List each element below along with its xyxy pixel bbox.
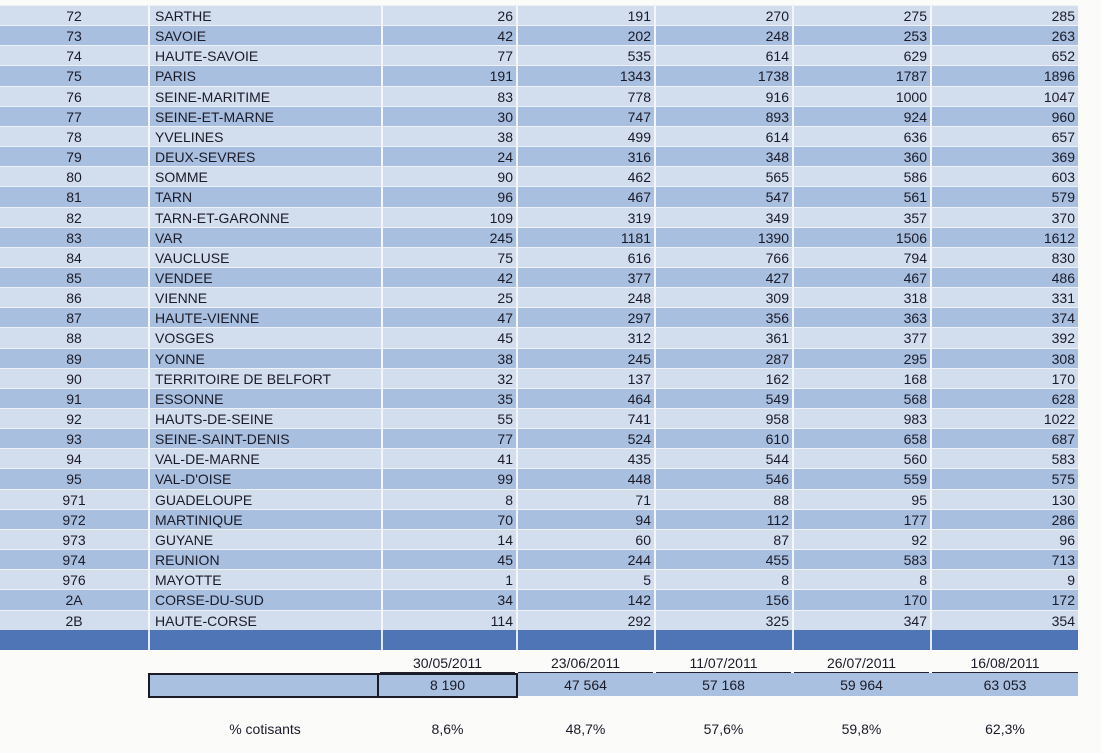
count-cell: 162 — [654, 369, 792, 389]
count-cell: 263 — [930, 26, 1078, 46]
count-cell: 575 — [930, 469, 1078, 489]
count-cell: 610 — [654, 429, 792, 449]
table-row — [0, 186, 1078, 207]
count-cell: 377 — [516, 268, 654, 288]
count-cell: 360 — [792, 147, 930, 167]
count-cell: 586 — [792, 167, 930, 187]
department-code: 80 — [0, 167, 148, 187]
count-cell: 1181 — [516, 228, 654, 248]
count-cell: 1896 — [930, 66, 1078, 86]
department-code: 72 — [0, 6, 148, 26]
table-row — [0, 287, 1078, 308]
count-cell: 464 — [516, 389, 654, 409]
department-name: CORSE-DU-SUD — [148, 590, 381, 610]
table-row — [0, 247, 1078, 268]
count-cell: 325 — [654, 611, 792, 631]
count-cell: 45 — [381, 550, 516, 570]
department-name: VENDEE — [148, 268, 381, 288]
count-cell: 583 — [792, 550, 930, 570]
count-cell: 8 — [381, 490, 516, 510]
table-row — [0, 589, 1078, 610]
count-cell: 1738 — [654, 66, 792, 86]
count-cell: 499 — [516, 127, 654, 147]
percent-value: 59,8% — [841, 721, 882, 737]
count-cell: 614 — [654, 46, 792, 66]
count-cell: 583 — [930, 449, 1078, 469]
count-cell: 427 — [654, 268, 792, 288]
count-cell: 270 — [654, 6, 792, 26]
count-cell: 42 — [381, 26, 516, 46]
count-cell: 90 — [381, 167, 516, 187]
count-cell: 24 — [381, 147, 516, 167]
count-cell: 983 — [792, 409, 930, 429]
count-cell: 87 — [654, 530, 792, 550]
count-cell: 924 — [792, 107, 930, 127]
count-cell: 1612 — [930, 228, 1078, 248]
percent-label: % cotisants — [229, 721, 301, 737]
department-name: VAL-DE-MARNE — [148, 449, 381, 469]
count-cell: 245 — [516, 349, 654, 369]
department-name: HAUTE-SAVOIE — [148, 46, 381, 66]
department-name: VIENNE — [148, 288, 381, 308]
count-cell: 30 — [381, 107, 516, 127]
department-code: 88 — [0, 328, 148, 348]
count-cell: 462 — [516, 167, 654, 187]
department-name: VAR — [148, 228, 381, 248]
department-code: 75 — [0, 66, 148, 86]
count-cell: 137 — [516, 369, 654, 389]
date-header: 16/08/2011 — [932, 654, 1078, 673]
count-cell: 374 — [930, 308, 1078, 328]
total-value: 47 564 — [564, 677, 607, 693]
count-cell: 77 — [381, 429, 516, 449]
count-cell: 9 — [930, 570, 1078, 590]
count-cell: 524 — [516, 429, 654, 449]
count-cell: 244 — [516, 550, 654, 570]
department-code: 971 — [0, 490, 148, 510]
table-row — [0, 207, 1078, 228]
department-name: GUADELOUPE — [148, 490, 381, 510]
count-cell: 448 — [516, 469, 654, 489]
total-value: 59 964 — [840, 677, 883, 693]
count-cell: 1047 — [930, 87, 1078, 107]
table-row — [0, 489, 1078, 510]
count-cell: 156 — [654, 590, 792, 610]
count-cell: 347 — [792, 611, 930, 631]
count-cell: 60 — [516, 530, 654, 550]
department-code: 972 — [0, 510, 148, 530]
total-value: 8 190 — [429, 677, 466, 693]
count-cell: 363 — [792, 308, 930, 328]
department-name: SEINE-MARITIME — [148, 87, 381, 107]
count-cell: 392 — [930, 328, 1078, 348]
department-code: 76 — [0, 87, 148, 107]
department-name: SOMME — [148, 167, 381, 187]
count-cell: 94 — [516, 510, 654, 530]
count-cell: 657 — [930, 127, 1078, 147]
table-row — [0, 327, 1078, 348]
count-cell: 71 — [516, 490, 654, 510]
department-code: 81 — [0, 187, 148, 207]
department-name: SAVOIE — [148, 26, 381, 46]
department-code: 93 — [0, 429, 148, 449]
table-row — [0, 106, 1078, 127]
table-row — [0, 610, 1078, 631]
department-code: 973 — [0, 530, 148, 550]
table-row — [0, 348, 1078, 369]
table-row — [0, 166, 1078, 187]
count-cell: 318 — [792, 288, 930, 308]
department-code: 74 — [0, 46, 148, 66]
count-cell: 546 — [654, 469, 792, 489]
count-cell: 26 — [381, 6, 516, 26]
department-code: 90 — [0, 369, 148, 389]
count-cell: 1 — [381, 570, 516, 590]
count-cell: 316 — [516, 147, 654, 167]
count-cell: 794 — [792, 248, 930, 268]
count-cell: 319 — [516, 208, 654, 228]
count-cell: 96 — [930, 530, 1078, 550]
department-code: 86 — [0, 288, 148, 308]
count-cell: 741 — [516, 409, 654, 429]
count-cell: 109 — [381, 208, 516, 228]
count-cell: 713 — [930, 550, 1078, 570]
count-cell: 297 — [516, 308, 654, 328]
table-row — [0, 227, 1078, 248]
count-cell: 547 — [654, 187, 792, 207]
count-cell: 34 — [381, 590, 516, 610]
count-cell: 614 — [654, 127, 792, 147]
department-name: PARIS — [148, 66, 381, 86]
table-row — [0, 509, 1078, 530]
count-cell: 38 — [381, 127, 516, 147]
table-row — [0, 448, 1078, 469]
table-row — [0, 388, 1078, 409]
count-cell: 32 — [381, 369, 516, 389]
department-name: YONNE — [148, 349, 381, 369]
table-row — [0, 146, 1078, 167]
count-cell: 35 — [381, 389, 516, 409]
count-cell: 1022 — [930, 409, 1078, 429]
count-cell: 295 — [792, 349, 930, 369]
count-cell: 467 — [516, 187, 654, 207]
table-row — [0, 25, 1078, 46]
count-cell: 309 — [654, 288, 792, 308]
department-code: 92 — [0, 409, 148, 429]
department-name: TARN-ET-GARONNE — [148, 208, 381, 228]
department-code: 974 — [0, 550, 148, 570]
date-header: 11/07/2011 — [656, 654, 791, 673]
department-code: 91 — [0, 389, 148, 409]
count-cell: 616 — [516, 248, 654, 268]
count-cell: 467 — [792, 268, 930, 288]
count-cell: 369 — [930, 147, 1078, 167]
count-cell: 285 — [930, 6, 1078, 26]
total-value: 63 053 — [983, 677, 1027, 693]
table-row — [0, 408, 1078, 429]
count-cell: 75 — [381, 248, 516, 268]
department-name: ESSONNE — [148, 389, 381, 409]
count-cell: 248 — [516, 288, 654, 308]
table-row — [0, 468, 1078, 489]
count-cell: 652 — [930, 46, 1078, 66]
department-name: YVELINES — [148, 127, 381, 147]
department-code: 82 — [0, 208, 148, 228]
count-cell: 8 — [792, 570, 930, 590]
table-row — [0, 307, 1078, 328]
percent-value: 8,6% — [431, 721, 464, 737]
count-cell: 455 — [654, 550, 792, 570]
count-cell: 88 — [654, 490, 792, 510]
table-row — [0, 569, 1078, 590]
count-cell: 544 — [654, 449, 792, 469]
department-name: HAUTE-VIENNE — [148, 308, 381, 328]
count-cell: 177 — [792, 510, 930, 530]
count-cell: 377 — [792, 328, 930, 348]
table-row — [0, 5, 1078, 26]
table-row — [0, 428, 1078, 449]
count-cell: 1506 — [792, 228, 930, 248]
department-name: VAL-D'OISE — [148, 469, 381, 489]
count-cell: 191 — [381, 66, 516, 86]
count-cell: 248 — [654, 26, 792, 46]
count-cell: 1390 — [654, 228, 792, 248]
count-cell: 8 — [654, 570, 792, 590]
department-name: DEUX-SEVRES — [148, 147, 381, 167]
date-header: 23/06/2011 — [518, 654, 653, 673]
count-cell: 42 — [381, 268, 516, 288]
count-cell: 486 — [930, 268, 1078, 288]
total-value: 57 168 — [702, 677, 745, 693]
count-cell: 561 — [792, 187, 930, 207]
table-row — [0, 549, 1078, 570]
count-cell: 45 — [381, 328, 516, 348]
count-cell: 628 — [930, 389, 1078, 409]
count-cell: 38 — [381, 349, 516, 369]
department-code: 77 — [0, 107, 148, 127]
count-cell: 565 — [654, 167, 792, 187]
percent-value: 57,6% — [703, 721, 744, 737]
department-name: SEINE-SAINT-DENIS — [148, 429, 381, 449]
table-row — [0, 368, 1078, 389]
count-cell: 1343 — [516, 66, 654, 86]
count-cell: 96 — [381, 187, 516, 207]
count-cell: 312 — [516, 328, 654, 348]
date-header: 26/07/2011 — [794, 654, 929, 673]
count-cell: 286 — [930, 510, 1078, 530]
count-cell: 83 — [381, 87, 516, 107]
department-name: MAYOTTE — [148, 570, 381, 590]
table-row — [0, 86, 1078, 107]
count-cell: 170 — [792, 590, 930, 610]
table-footer-bar — [0, 630, 1078, 650]
count-cell: 308 — [930, 349, 1078, 369]
count-cell: 568 — [792, 389, 930, 409]
department-name: TARN — [148, 187, 381, 207]
department-code: 79 — [0, 147, 148, 167]
count-cell: 354 — [930, 611, 1078, 631]
count-cell: 361 — [654, 328, 792, 348]
count-cell: 47 — [381, 308, 516, 328]
count-cell: 603 — [930, 167, 1078, 187]
count-cell: 25 — [381, 288, 516, 308]
count-cell: 435 — [516, 449, 654, 469]
department-code: 95 — [0, 469, 148, 489]
department-name: SARTHE — [148, 6, 381, 26]
count-cell: 172 — [930, 590, 1078, 610]
count-cell: 348 — [654, 147, 792, 167]
count-cell: 370 — [930, 208, 1078, 228]
count-cell: 292 — [516, 611, 654, 631]
department-code: 2A — [0, 590, 148, 610]
count-cell: 95 — [792, 490, 930, 510]
count-cell: 356 — [654, 308, 792, 328]
count-cell: 535 — [516, 46, 654, 66]
count-cell: 331 — [930, 288, 1078, 308]
department-name: SEINE-ET-MARNE — [148, 107, 381, 127]
count-cell: 287 — [654, 349, 792, 369]
count-cell: 168 — [792, 369, 930, 389]
count-cell: 14 — [381, 530, 516, 550]
count-cell: 636 — [792, 127, 930, 147]
count-cell: 170 — [930, 369, 1078, 389]
department-code: 2B — [0, 611, 148, 631]
department-name: TERRITOIRE DE BELFORT — [148, 369, 381, 389]
count-cell: 142 — [516, 590, 654, 610]
count-cell: 549 — [654, 389, 792, 409]
department-code: 94 — [0, 449, 148, 469]
count-cell: 766 — [654, 248, 792, 268]
count-cell: 41 — [381, 449, 516, 469]
count-cell: 579 — [930, 187, 1078, 207]
count-cell: 958 — [654, 409, 792, 429]
count-cell: 245 — [381, 228, 516, 248]
count-cell: 349 — [654, 208, 792, 228]
date-header: 30/05/2011 — [380, 654, 515, 673]
count-cell: 1000 — [792, 87, 930, 107]
count-cell: 92 — [792, 530, 930, 550]
department-name: GUYANE — [148, 530, 381, 550]
count-cell: 687 — [930, 429, 1078, 449]
count-cell: 629 — [792, 46, 930, 66]
count-cell: 70 — [381, 510, 516, 530]
count-cell: 55 — [381, 409, 516, 429]
table-row — [0, 267, 1078, 288]
count-cell: 830 — [930, 248, 1078, 268]
count-cell: 658 — [792, 429, 930, 449]
department-code: 976 — [0, 570, 148, 590]
table-row — [0, 45, 1078, 66]
percent-value: 48,7% — [565, 721, 606, 737]
department-code: 87 — [0, 308, 148, 328]
table-row — [0, 529, 1078, 550]
count-cell: 357 — [792, 208, 930, 228]
count-cell: 5 — [516, 570, 654, 590]
count-cell: 202 — [516, 26, 654, 46]
department-code: 89 — [0, 349, 148, 369]
count-cell: 275 — [792, 6, 930, 26]
department-code: 73 — [0, 26, 148, 46]
count-cell: 130 — [930, 490, 1078, 510]
department-name: VOSGES — [148, 328, 381, 348]
department-name: HAUTS-DE-SEINE — [148, 409, 381, 429]
count-cell: 77 — [381, 46, 516, 66]
department-name: REUNION — [148, 550, 381, 570]
count-cell: 114 — [381, 611, 516, 631]
percent-value: 62,3% — [985, 721, 1025, 737]
department-name: MARTINIQUE — [148, 510, 381, 530]
department-code: 85 — [0, 268, 148, 288]
count-cell: 778 — [516, 87, 654, 107]
count-cell: 253 — [792, 26, 930, 46]
count-cell: 747 — [516, 107, 654, 127]
department-name: HAUTE-CORSE — [148, 611, 381, 631]
count-cell: 191 — [516, 6, 654, 26]
table-row — [0, 126, 1078, 147]
department-name: VAUCLUSE — [148, 248, 381, 268]
department-code: 84 — [0, 248, 148, 268]
count-cell: 960 — [930, 107, 1078, 127]
count-cell: 1787 — [792, 66, 930, 86]
count-cell: 893 — [654, 107, 792, 127]
count-cell: 559 — [792, 469, 930, 489]
count-cell: 112 — [654, 510, 792, 530]
count-cell: 916 — [654, 87, 792, 107]
department-code: 83 — [0, 228, 148, 248]
department-code: 78 — [0, 127, 148, 147]
count-cell: 560 — [792, 449, 930, 469]
count-cell: 99 — [381, 469, 516, 489]
table-row — [0, 65, 1078, 86]
